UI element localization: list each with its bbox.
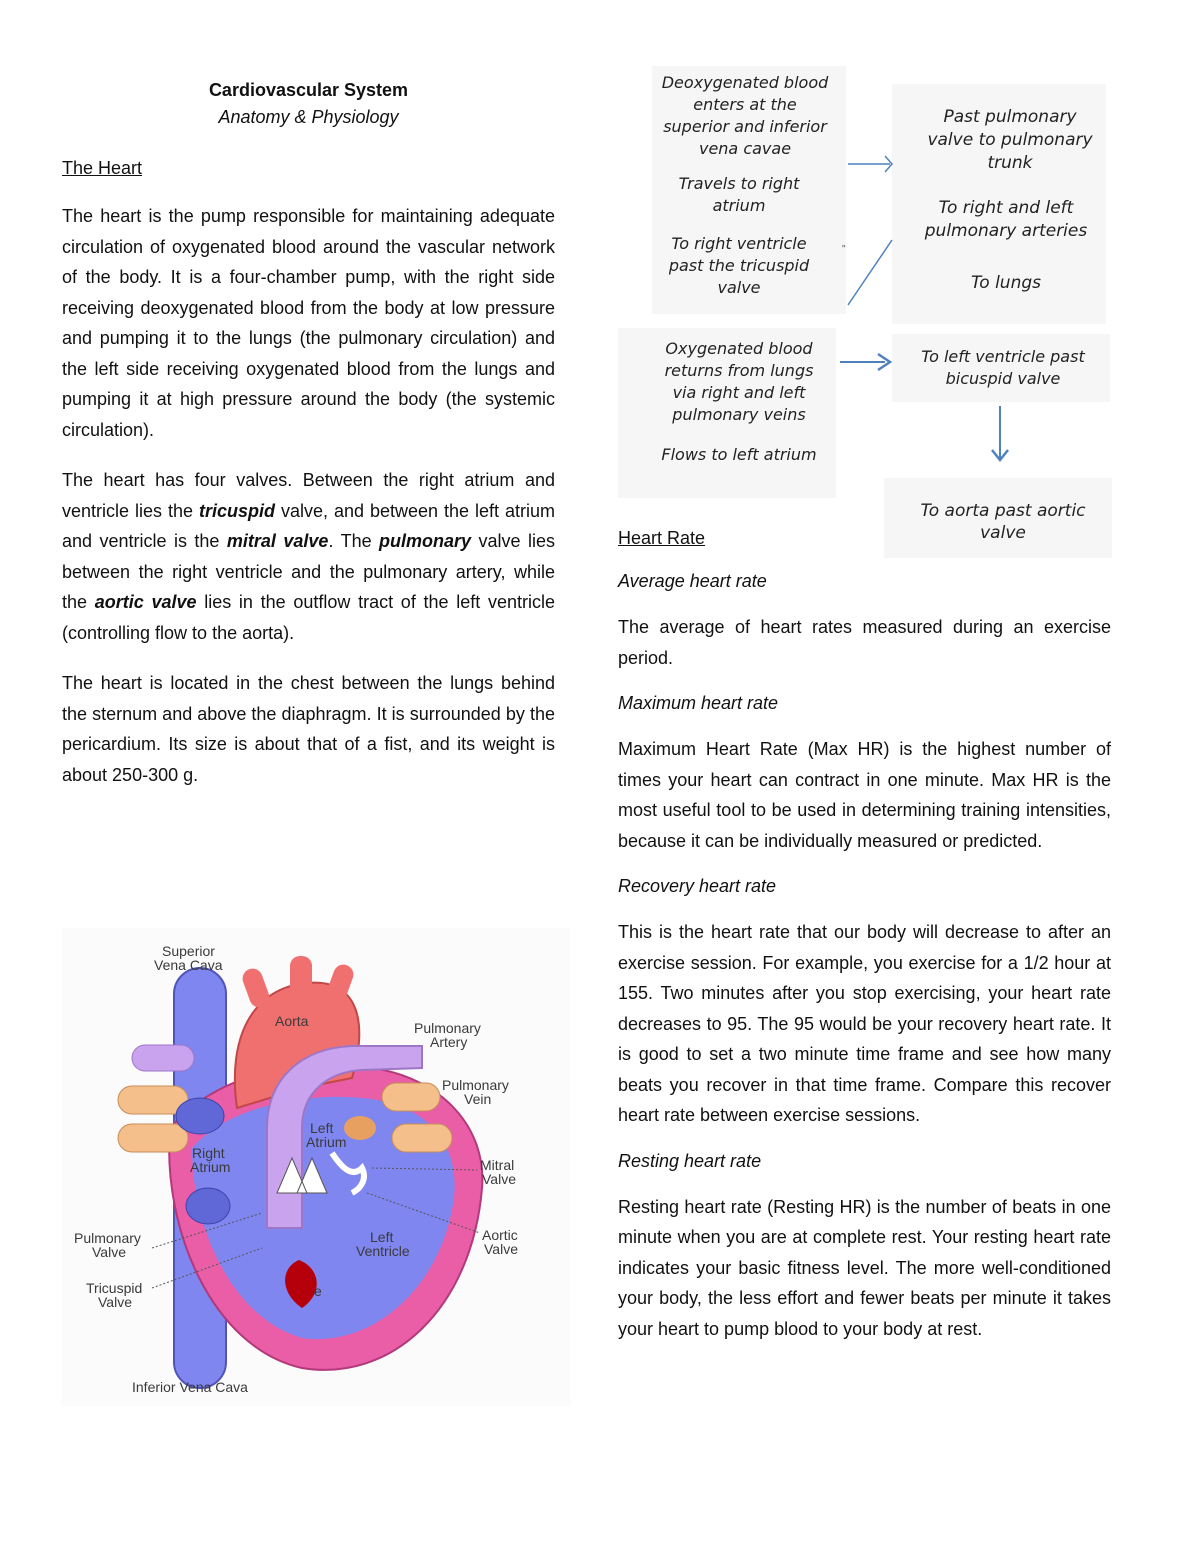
stray-tick: " — [842, 244, 846, 255]
flow-line: atrium — [712, 196, 766, 215]
document-title: Cardiovascular System — [208, 80, 409, 100]
left-column — [62, 80, 555, 810]
pv-opening — [344, 1116, 376, 1140]
avg-hr-title: Average heart rate — [618, 571, 767, 591]
label-tricuspid: Tricuspid — [86, 1280, 143, 1296]
aorta-branch-2 — [290, 956, 312, 996]
max-hr-title: Maximum heart rate — [618, 693, 779, 713]
flow-line: via right and left — [672, 383, 806, 402]
resting-hr-text: Resting heart rate (Resting HR) is the number of beats in one minute when you are at complete rest. Your resting heart rate indicates your basic fitness level. The more well-conditioned your body, the less effort and fewer beats per minute it takes your heart to pump blood to your body at rest. — [618, 1196, 1111, 1339]
heart-diagram — [62, 928, 570, 1406]
heart-paragraph-2 — [62, 465, 555, 648]
svc-opening — [176, 1098, 224, 1134]
avg-hr-text: The average of heart rates measured during an exercise period. — [618, 617, 1111, 668]
flow-arrows — [830, 140, 1030, 480]
ivc-opening — [186, 1188, 230, 1224]
label-aorta: Aorta — [275, 1013, 309, 1029]
heart-heading: The Heart — [62, 158, 143, 178]
label-mitral-valve: Valve — [482, 1171, 516, 1187]
label-right: Right — [192, 1145, 225, 1161]
flow-step-lungs: To lungs — [970, 273, 1041, 293]
left-pa-shape — [132, 1045, 194, 1071]
label-pulmonary-3: Pulmonary — [74, 1230, 141, 1246]
label-tricuspid-valve: Valve — [98, 1294, 132, 1310]
label-inferior-vena-cava: Inferior Vena Cava — [132, 1379, 248, 1395]
flow-line: pulmonary veins — [672, 405, 806, 424]
flow-step-deoxygenated — [652, 72, 838, 160]
term-aortic-valve: aortic valve — [94, 592, 197, 612]
resting-hr-title: Resting heart rate — [618, 1150, 762, 1171]
flow-line: To left ventricle past — [921, 347, 1085, 366]
flow-line: enters at the — [693, 95, 797, 114]
p2-text-a: The heart has four valves. Between the right atrium and ventricle lies the — [62, 470, 555, 521]
label-vein: Vein — [464, 1091, 492, 1107]
heart-diagram-svg — [62, 928, 570, 1406]
flow-line: pulmonary arteries — [924, 221, 1088, 241]
vein-right-2 — [392, 1124, 452, 1152]
flow-line: Oxygenated blood — [665, 339, 813, 358]
label-e: e — [314, 1283, 322, 1299]
flow-line: Deoxygenated blood — [661, 73, 829, 92]
heart-paragraph-3: The heart is located in the chest between the lungs behind the sternum and above the diaphragm. It is surrounded by the pericardium. Its size is about that of a fist, and its weight is about 250-300 g. — [62, 673, 555, 785]
flow-line: returns from lungs — [664, 361, 814, 380]
flow-line: superior and inferior — [663, 117, 827, 136]
label-superior: Superior — [162, 943, 215, 959]
flow-step-right-ventricle — [652, 233, 826, 299]
flow-line: Past pulmonary — [943, 107, 1077, 127]
flow-line: bicuspid valve — [945, 369, 1061, 388]
vein-right-1 — [382, 1083, 440, 1111]
p2-text-e: lies in the outflow tract of the left ventricle (controlling flow to the aorta). — [62, 592, 555, 643]
term-pulmonary: pulmonary — [379, 531, 472, 551]
flow-line: To aorta past aortic — [920, 501, 1086, 521]
label-vena-cava: Vena Cava — [154, 957, 223, 973]
arrow-line-2 — [848, 240, 892, 305]
recovery-hr-text: This is the heart rate that our body will decrease to after an exercise session. For example, you exercise for a 1/2 hour at 155. Two minutes after you stop exercising, your heart rate decreases to 95. The 95 would be your recovery heart rate. It is good to set a two minute time frame and see how many beats you recover in that time frame. Compare this recover heart rate between exercise sessions. — [618, 922, 1111, 1125]
flow-step-left-atrium: Flows to left atrium — [661, 445, 817, 464]
label-aortic: Aortic — [482, 1227, 518, 1243]
label-atrium-l: Atrium — [306, 1134, 347, 1150]
flow-line: valve — [717, 278, 761, 297]
flow-line: Travels to right — [678, 174, 800, 193]
right-column — [618, 528, 1111, 1364]
flow-line: To right ventricle — [671, 234, 807, 253]
flow-step-oxygenated — [618, 338, 860, 426]
flow-line: valve to pulmonary — [927, 130, 1093, 150]
label-atrium-r: Atrium — [190, 1159, 231, 1175]
label-aortic-valve: Valve — [484, 1241, 518, 1257]
document-subtitle: Anatomy & Physiology — [218, 107, 399, 127]
flow-line: valve — [980, 523, 1026, 543]
vein-left-2 — [118, 1124, 188, 1152]
label-pulmonary-2: Pulmonary — [442, 1077, 509, 1093]
flow-line: trunk — [987, 153, 1033, 173]
flow-line: To right and left — [938, 198, 1074, 218]
term-tricuspid: tricuspid — [198, 500, 275, 521]
label-left: Left — [310, 1120, 334, 1136]
flow-line: past the tricuspid — [668, 256, 810, 275]
heart-rate-heading: Heart Rate — [618, 528, 706, 548]
max-hr-text: Maximum Heart Rate (Max HR) is the highest number of times your heart can contract in one minute. Max HR is the most useful tool to be used in determining training intensities, because it can be individually measured or predicted. — [618, 739, 1111, 851]
flow-line: vena cavae — [698, 139, 792, 158]
label-mitral: Mitral — [480, 1157, 515, 1173]
heart-paragraph-1: The heart is the pump responsible for maintaining adequate circulation of oxygenated blood around the vascular network of the body. It is a four-chamber pump, with the right side receiving deoxygenated blood from the body at low pressure and pumping it to the lungs (the pulmonary circulation) and the left side receiving oxygenated blood from the lungs and pumping it at high pressure around the body (the systemic circulation). — [62, 206, 555, 440]
label-left-2: Left — [370, 1229, 394, 1245]
label-ventricle: Ventricle — [356, 1243, 410, 1259]
recovery-hr-title: Recovery heart rate — [618, 876, 777, 896]
p2-text-c: . The — [328, 531, 380, 551]
term-mitral-valve: mitral valve — [226, 531, 329, 551]
p2-text-b: valve, and between the left atrium and ventricle is the — [62, 500, 555, 551]
label-pulmonary-valve: Valve — [92, 1244, 126, 1260]
p2-text-d: valve lies between the right ventricle and the pulmonary artery, while the — [62, 531, 556, 612]
label-pulmonary-1: Pulmonary — [414, 1020, 481, 1036]
flow-step-right-atrium — [652, 173, 826, 217]
label-artery: Artery — [430, 1034, 468, 1050]
